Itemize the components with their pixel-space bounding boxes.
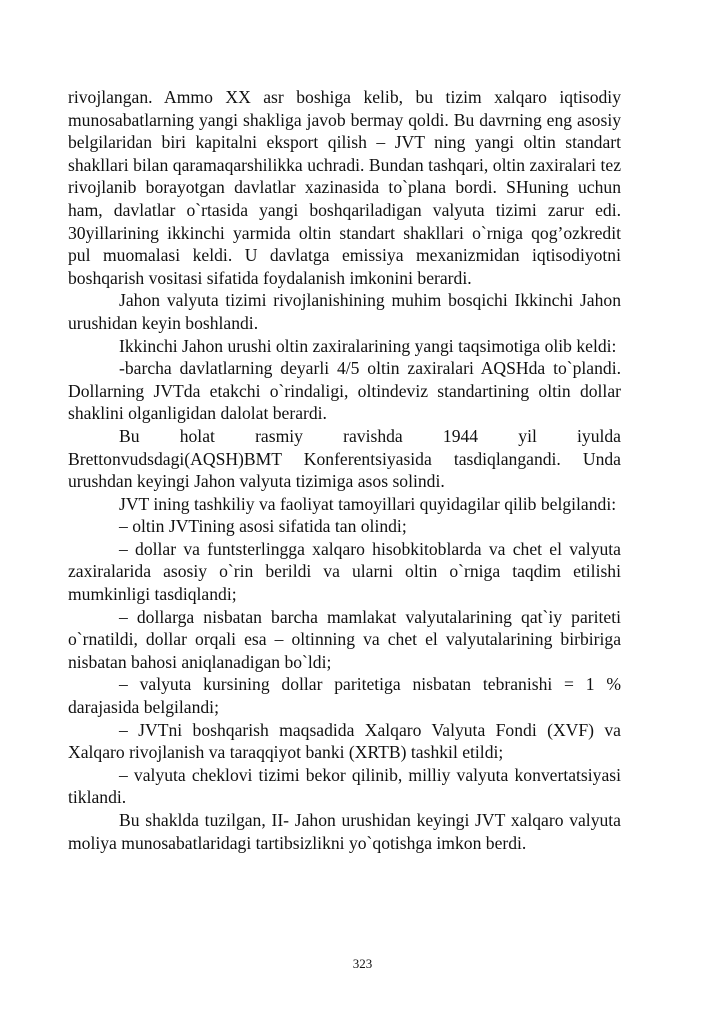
list-item: – JVTni boshqarish maqsadida Xalqaro Valyuta Fondi (XVF) va Xalqaro rivojlanish va taraqqiyot banki (XRTB) tashkil etildi; <box>68 719 621 763</box>
paragraph: Bu holat rasmiy ravishda 1944 yil iyulda Brettonvudsdagi(AQSH)BMT Konferentsiyasida tasdiqlangandi. Unda urushdan keyingi Jahon valyuta tizimiga asos solindi. <box>68 425 621 492</box>
page-body <box>68 86 621 854</box>
list-item: – dollarga nisbatan barcha mamlakat valyutalarining qat`iy pariteti o`rnatildi, dollar orqali esa – oltinning va chet el valyutalarining birbiriga nisbatan bahosi aniqlanadigan bo`ldi; <box>68 606 621 672</box>
page-number: 323 <box>352 956 373 971</box>
paragraph-continuation: rivojlangan. Ammo XX asr boshiga kelib, bu tizim xalqaro iqtisodiy munosabatlarning yangi shakliga javob bermay qoldi. Bu davrning eng asosiy belgilaridan biri kapitalni eksport qilish – JVT ning yangi oltin standart shakllari bilan qaramaqarshilikka uchradi. Bundan tashqari, oltin zaxiralari tez rivojlanib borayotgan davlatlar xazinasida to`plana bordi. SHuning uchun ham, davlatlar o`rtasida yangi boshqariladigan valyuta tizimi zarur edi. 30yillarining ikkinchi yarmida oltin standart shakllari o`rniga qog’ozkredit pul muomalasi keldi. U davlatga emissiya mexanizmidan iqtisodiyotni boshqarish vositasi sifatida foydalanish imkonini berardi. <box>68 87 621 288</box>
paragraph: Bu shaklda tuzilgan, II- Jahon urushidan keyingi JVT xalqaro valyuta moliya munosabatlaridagi tartibsizlikni yo`qotishga imkon berdi. <box>68 810 621 853</box>
list-item: – dollar va funtsterlingga xalqaro hisobkitoblarda va chet el valyuta zaxiralarida asosiy o`rin berildi va ularni oltin o`rniga taqdim etilishi mumkinligi tasdiqlandi; <box>68 538 621 605</box>
paragraph: Jahon valyuta tizimi rivojlanishining muhim bosqichi Ikkinchi Jahon urushidan keyin boshlandi. <box>68 290 621 333</box>
paragraph: JVT ining tashkiliy va faoliyat tamoyillari quyidagilar qilib belgilandi: <box>119 493 617 514</box>
list-item: – valyuta cheklovi tizimi bekor qilinib, milliy valyuta konvertatsiyasi tiklandi. <box>68 764 621 808</box>
paragraph: -barcha davlatlarning deyarli 4/5 oltin zaxiralari AQSHda to`plandi. Dollarning JVTda etakchi o`rindaligi, oltindeviz standartining oltin dollar shaklini olganligidan dalolat berardi. <box>68 358 621 424</box>
list-item: – oltin JVTining asosi sifatida tan olindi; <box>119 516 407 537</box>
paragraph: Ikkinchi Jahon urushi oltin zaxiralarining yangi taqsimotiga olib keldi: <box>119 335 617 356</box>
list-item: – valyuta kursining dollar paritetiga nisbatan tebranishi = 1 % darajasida belgilandi; <box>68 674 621 718</box>
